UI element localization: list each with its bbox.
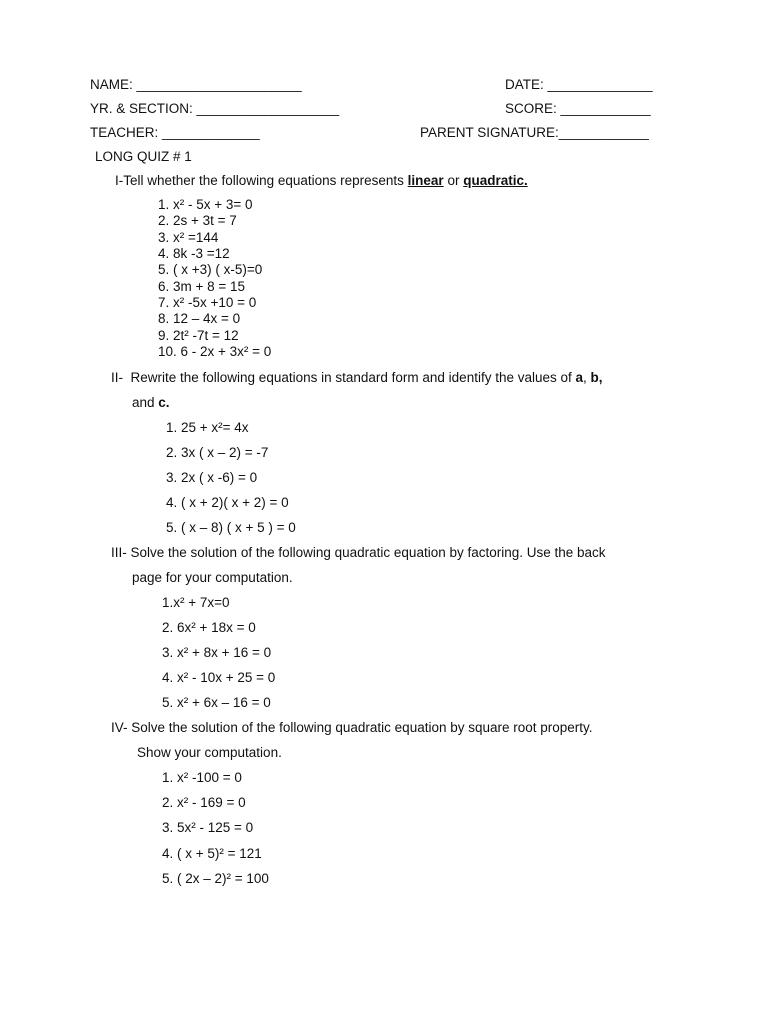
part3-item: 2. 6x² + 18x = 0 bbox=[162, 620, 256, 635]
comma-text: , bbox=[583, 370, 591, 385]
part1-item: 10. 6 - 2x + 3x² = 0 bbox=[158, 344, 272, 359]
or-text: or bbox=[443, 173, 464, 188]
value-c: c. bbox=[158, 395, 170, 410]
part2-item: 2. 3x ( x – 2) = -7 bbox=[166, 445, 269, 460]
part2-item: 5. ( x – 8) ( x + 5 ) = 0 bbox=[166, 520, 296, 535]
part1-item: 9. 2t² -7t = 12 bbox=[158, 328, 239, 343]
part2-item: 4. ( x + 2)( x + 2) = 0 bbox=[166, 495, 289, 510]
part3-item: 1.x² + 7x=0 bbox=[162, 595, 230, 610]
part3-instruction-line2: page for your computation. bbox=[132, 570, 293, 585]
part1-item: 2. 2s + 3t = 7 bbox=[158, 213, 237, 228]
part1-item: 8. 12 – 4x = 0 bbox=[158, 311, 241, 326]
part4-item: 2. x² - 169 = 0 bbox=[162, 795, 246, 810]
part3-item: 3. x² + 8x + 16 = 0 bbox=[162, 645, 272, 660]
part4-item: 1. x² -100 = 0 bbox=[162, 770, 242, 785]
part3-item: 5. x² + 6x – 16 = 0 bbox=[162, 695, 271, 710]
part4-instruction-line1: IV- Solve the solution of the following quadratic equation by square root property. bbox=[111, 720, 593, 735]
value-b: b bbox=[590, 370, 599, 385]
part2-instruction-line1 bbox=[111, 370, 603, 386]
and-text: and bbox=[132, 395, 159, 410]
name-field: NAME: ______________________ bbox=[90, 77, 302, 92]
quadratic-term: quadratic. bbox=[463, 173, 528, 188]
parent-signature-field: PARENT SIGNATURE:____________ bbox=[420, 125, 649, 140]
part2-item: 1. 25 + x²= 4x bbox=[166, 420, 249, 435]
part1-instruction-prefix: I-Tell whether the following equations represents bbox=[115, 173, 408, 188]
part1-item: 3. x² =144 bbox=[158, 230, 219, 245]
part1-item: 7. x² -5x +10 = 0 bbox=[158, 295, 257, 310]
linear-term: linear bbox=[407, 173, 444, 188]
score-field: SCORE: ____________ bbox=[505, 101, 651, 116]
part3-instruction-line1: III- Solve the solution of the following quadratic equation by factoring. Use the back bbox=[111, 545, 606, 560]
part1-item: 6. 3m + 8 = 15 bbox=[158, 279, 246, 294]
date-field: DATE: ______________ bbox=[505, 77, 653, 92]
part4-item: 5. ( 2x – 2)² = 100 bbox=[162, 871, 269, 886]
section-field: YR. & SECTION: ___________________ bbox=[90, 101, 340, 116]
part1-instruction bbox=[115, 173, 528, 189]
part2-item: 3. 2x ( x -6) = 0 bbox=[166, 470, 258, 485]
part4-item: 4. ( x + 5)² = 121 bbox=[162, 846, 262, 861]
teacher-field: TEACHER: _____________ bbox=[90, 125, 260, 140]
part1-item: 5. ( x +3) ( x-5)=0 bbox=[158, 262, 263, 277]
comma-text: , bbox=[598, 370, 603, 385]
part1-item: 1. x² - 5x + 3= 0 bbox=[158, 197, 253, 212]
part2-instruction-prefix: II- Rewrite the following equations in standard form and identify the values of bbox=[111, 370, 576, 385]
value-a: a bbox=[575, 370, 584, 385]
quiz-title: LONG QUIZ # 1 bbox=[95, 149, 192, 164]
part4-instruction-line2: Show your computation. bbox=[137, 745, 282, 760]
part4-item: 3. 5x² - 125 = 0 bbox=[162, 820, 254, 835]
part2-instruction-line2 bbox=[132, 395, 170, 411]
part1-item: 4. 8k -3 =12 bbox=[158, 246, 230, 261]
part3-item: 4. x² - 10x + 25 = 0 bbox=[162, 670, 276, 685]
